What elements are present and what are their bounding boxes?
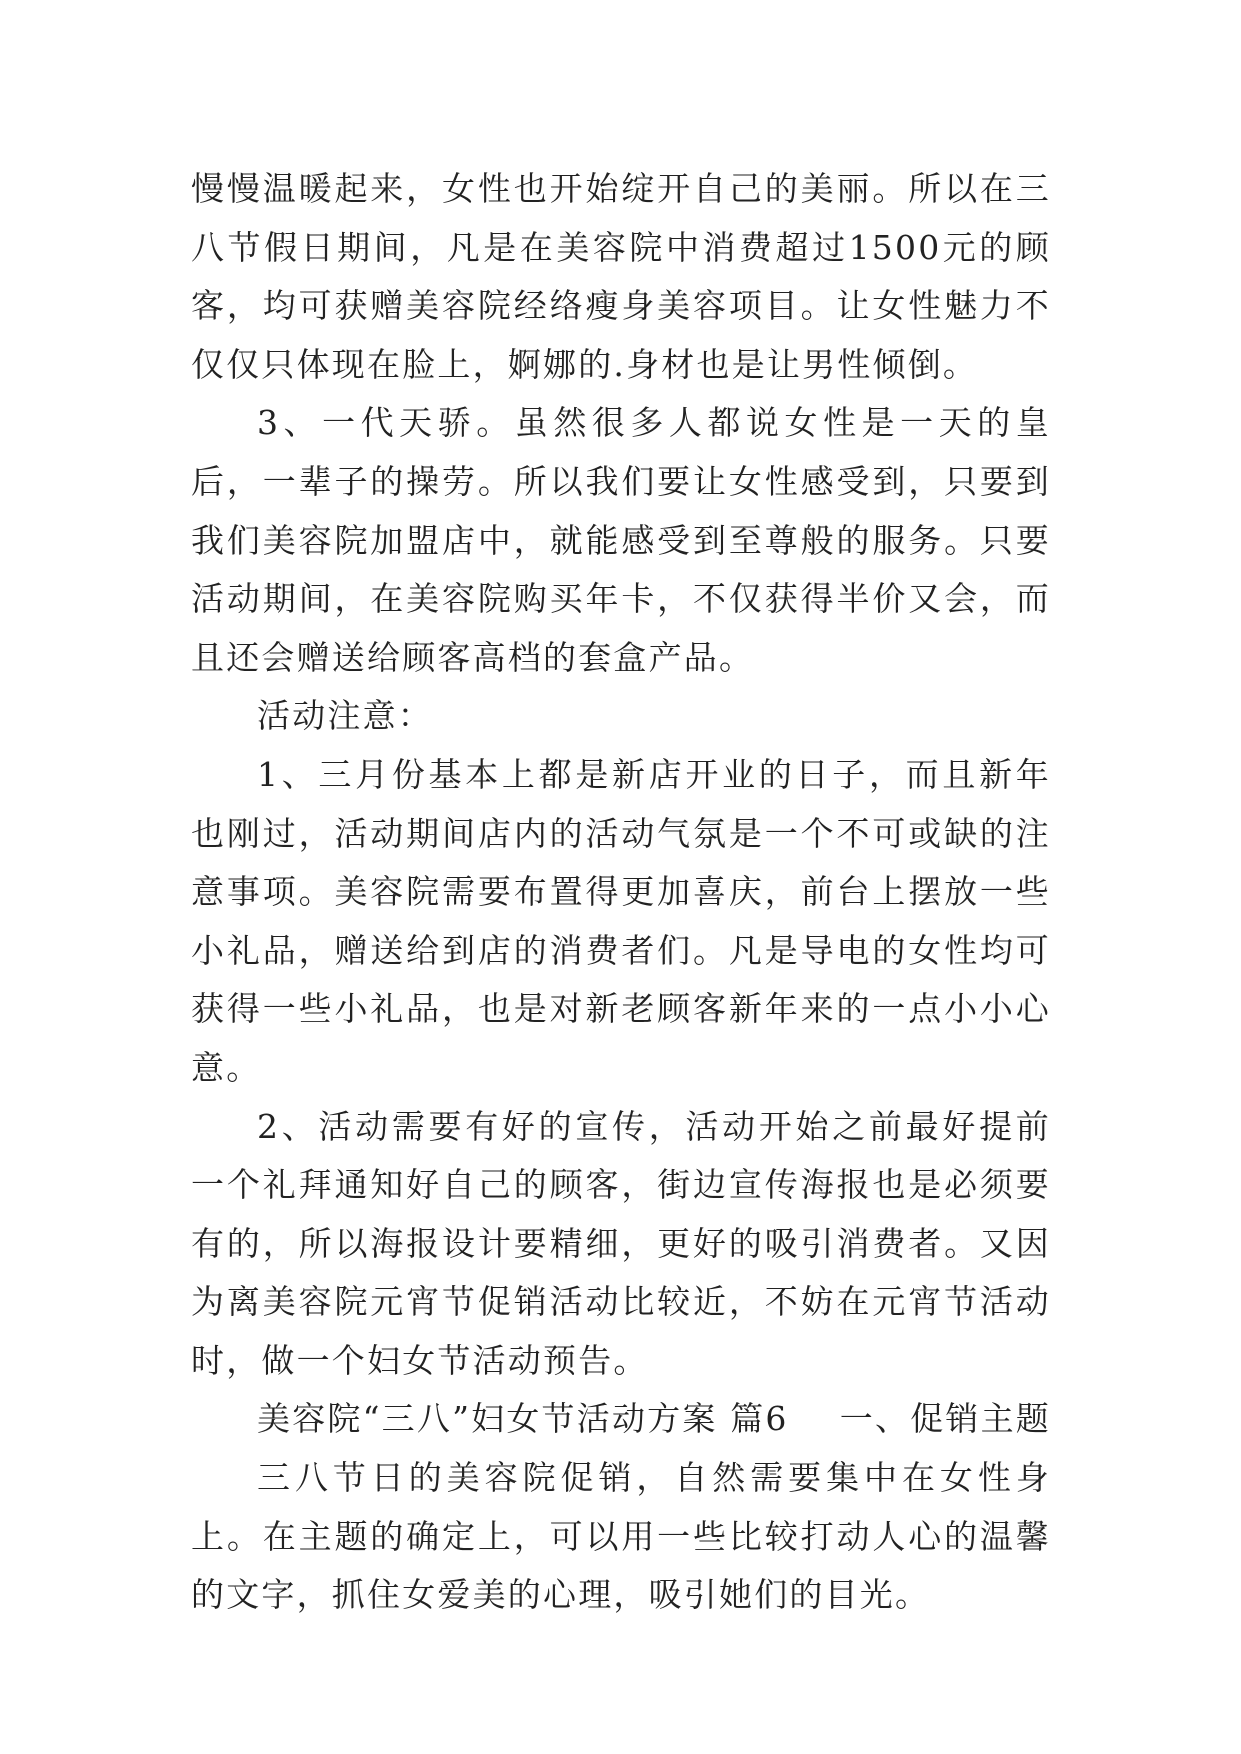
paragraph-note-2: 2、活动需要有好的宣传，活动开始之前最好提前一个礼拜通知好自己的顾客，街边宣传海报也是必须要有的，所以海报设计要精细，更好的吸引消费者。又因为离美容院元宵节促销活动比较近，不妨在元宵节活动时，做一个妇女节活动预告。 [191, 1106, 1051, 1380]
paragraph-item-3: 3、一代天骄。虽然很多人都说女性是一天的皇后，一辈子的操劳。所以我们要让女性感受到，只要到我们美容院加盟店中，就能感受到至尊般的服务。只要活动期间，在美容院购买年卡，不仅获得半价又会，而且还会赠送给顾客高档的套盒产品。 [191, 403, 1051, 677]
paragraph-continuation: 慢慢温暖起来，女性也开始绽开自己的美丽。所以在三八节假日期间，凡是在美容院中消费超过1500元的顾客，均可获赠美容院经络瘦身美容项目。让女性魅力不仅仅只体现在脸上，婀娜的.身材也是让男性倾倒。 [191, 169, 1051, 384]
document-body [191, 160, 1051, 1625]
section-title: 美容院“三八”妇女节活动方案 篇6 [257, 1399, 789, 1439]
section-subtitle: 一、促销主题 [839, 1399, 1051, 1439]
section-heading [191, 1390, 1051, 1449]
paragraph-theme: 三八节日的美容院促销，自然需要集中在女性身上。在主题的确定上，可以用一些比较打动人心的温馨的文字，抓住女爱美的心理，吸引她们的目光。 [191, 1458, 1051, 1615]
paragraph-note-1: 1、三月份基本上都是新店开业的日子，而且新年也刚过，活动期间店内的活动气氛是一个不可或缺的注意事项。美容院需要布置得更加喜庆，前台上摆放一些小礼品，赠送给到店的消费者们。凡是导电的女性均可获得一些小礼品，也是对新老顾客新年来的一点小小心意。 [191, 754, 1051, 1087]
paragraph-notes-heading: 活动注意： [257, 696, 433, 736]
